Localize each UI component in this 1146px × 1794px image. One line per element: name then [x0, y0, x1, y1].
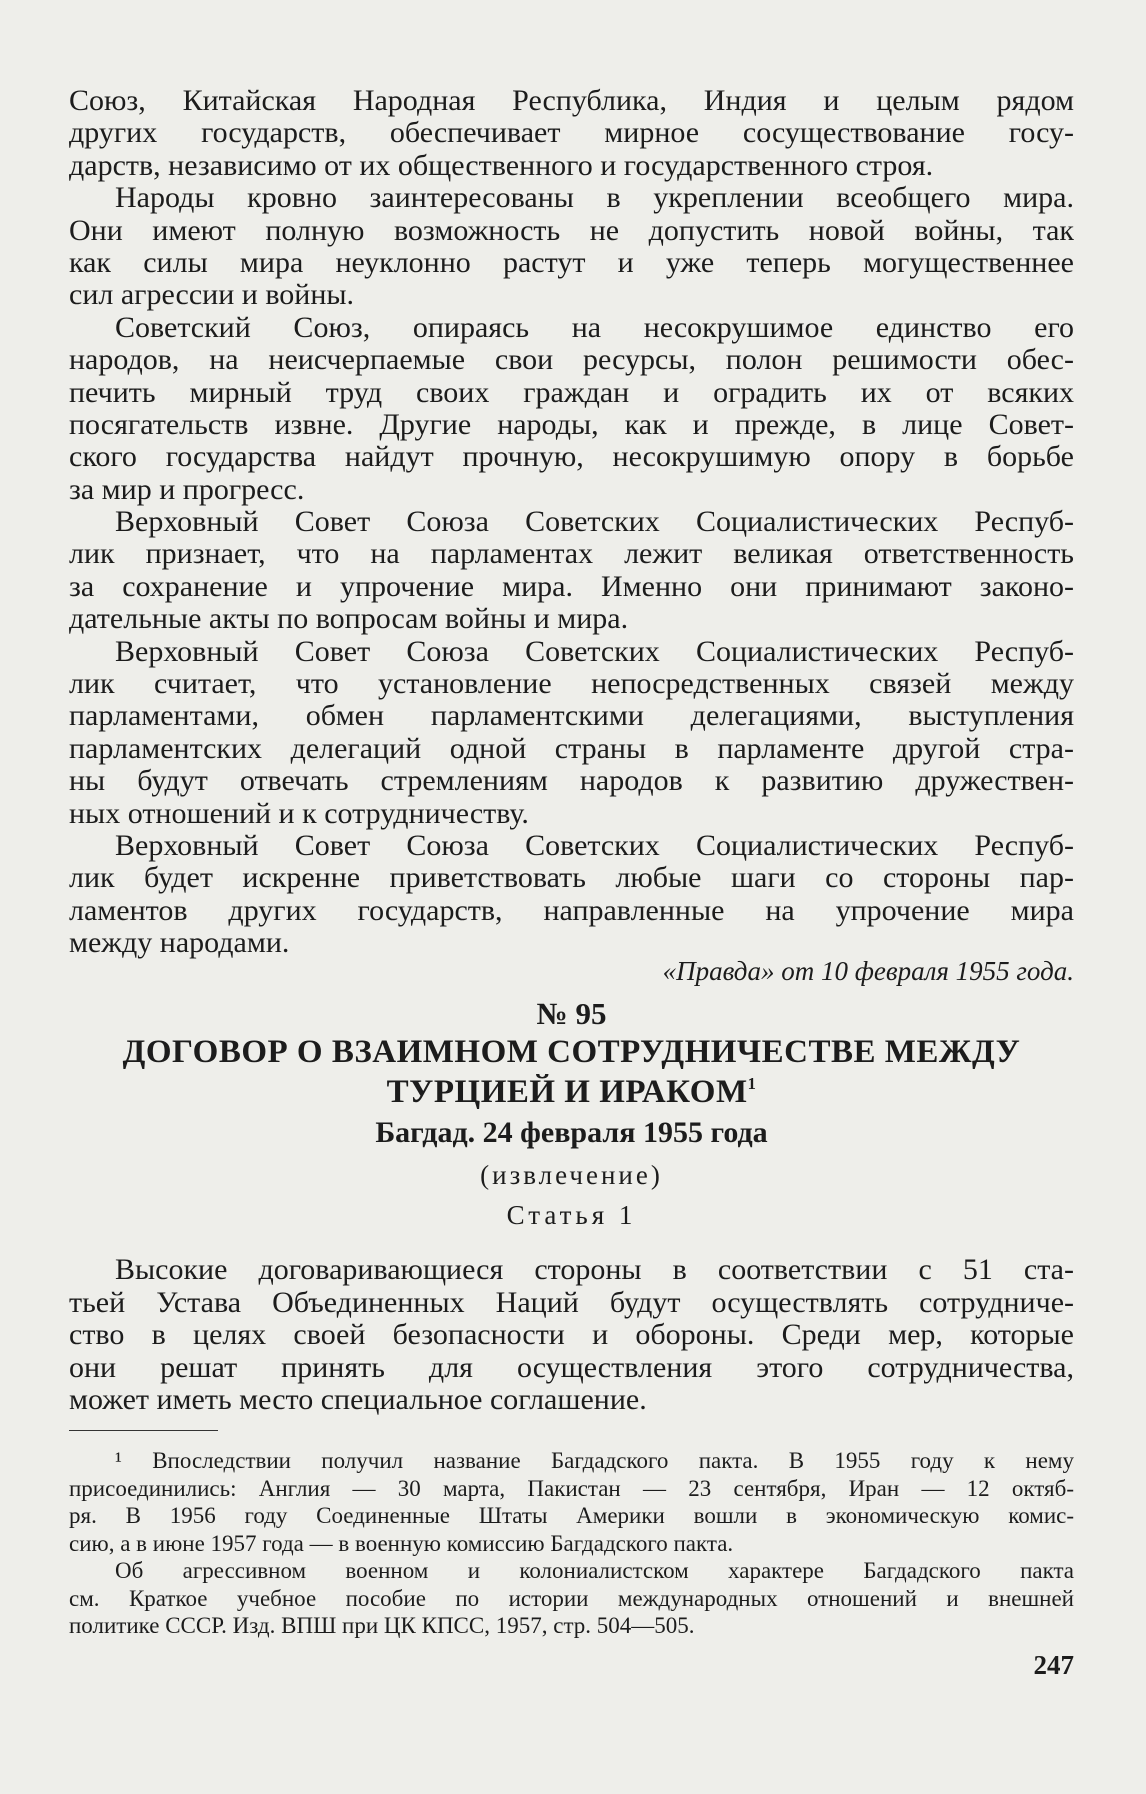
text-line: ство в целях своей безопасности и обороны. Среди мер, которые — [69, 1318, 1074, 1351]
text-line: дарств, независимо от их общественного и государственного строя. — [69, 148, 934, 182]
text-line: лик будет искренне приветствовать любые шаги со стороны пар- — [69, 861, 1074, 895]
text-line: народов, на неисчерпаемые свои ресурсы, полон решимости обес- — [69, 343, 1074, 377]
text-line: ¹ Впоследствии получил название Багдадского пакта. В 1955 году к нему — [115, 1448, 1074, 1473]
text-line: Верховный Совет Союза Советских Социалистических Респуб- — [115, 505, 1074, 539]
paragraph — [69, 1447, 1074, 1557]
text-line: посягательств извне. Другие народы, как и прежде, в лице Совет- — [69, 407, 1074, 441]
text-line: лик считает, что установление непосредственных связей между — [69, 667, 1074, 701]
text-line: парламентских делегаций одной страны в парламенте другой стра- — [69, 731, 1074, 765]
paragraph — [69, 506, 1074, 636]
text-line: Об агрессивном военном и колониалистском характере Багдадского пакта — [115, 1558, 1074, 1583]
document-title-line2 — [69, 1074, 1074, 1111]
text-line: Верховный Совет Союза Советских Социалистических Респуб- — [115, 828, 1074, 862]
footnotes — [69, 1447, 1074, 1640]
source-citation: «Правда» от 10 февраля 1955 года. — [662, 956, 1074, 986]
text-line: парламентами, обмен парламентскими делегациями, выступления — [69, 699, 1074, 733]
text-line: за мир и прогресс. — [69, 472, 305, 506]
extract-note: (извлечение) — [480, 1160, 663, 1190]
paragraph — [69, 312, 1074, 506]
text-line: Народы кровно заинтересованы в укреплении всеобщего мира. — [115, 181, 1074, 215]
text-line: как силы мира неуклонно растут и уже теперь могущественнее — [69, 245, 1074, 279]
footnote-mark: 1 — [747, 1074, 757, 1093]
text-line: присоединились: Англия — 30 марта, Пакистан — 23 сентября, Иран — 12 октяб- — [69, 1475, 1074, 1501]
footnote-divider — [69, 1430, 218, 1431]
text-line: ря. В 1956 году Соединенные Штаты Америки вошли в экономическую комис- — [69, 1503, 1074, 1528]
text-line: за сохранение и упрочение мира. Именно они принимают законо- — [69, 569, 1074, 603]
article-heading: Статья 1 — [506, 1200, 637, 1230]
text-line: Советский Союз, опираясь на несокрушимое единство его — [115, 310, 1074, 344]
paragraph — [69, 85, 1074, 182]
text-line: может иметь место специальное соглашение. — [69, 1383, 647, 1416]
body-text — [69, 85, 1074, 960]
text-line: дательные акты по вопросам войны и мира. — [69, 602, 629, 636]
document-number: № 95 — [536, 996, 607, 1031]
paragraph — [69, 1254, 1074, 1417]
text-line: Высокие договаривающиеся стороны в соответствии с 51 ста- — [115, 1253, 1074, 1286]
text-line: ных отношений и к сотрудничеству. — [69, 796, 529, 830]
text-line: ламентов других государств, направленные на упрочение мира — [69, 893, 1074, 927]
text-line: других государств, обеспечивает мирное сосуществование госу- — [69, 116, 1074, 150]
text-line: сию, а в июне 1957 года — в военную комиссию Багдадского пакта. — [69, 1530, 734, 1556]
text-line: Они имеют полную возможность не допустить новой войны, так — [69, 213, 1074, 247]
text-line: Верховный Совет Союза Советских Социалистических Респуб- — [115, 634, 1074, 668]
text-line: между народами. — [69, 926, 290, 960]
text-line: ского государства найдут прочную, несокрушимую опору в борьбе — [69, 440, 1074, 474]
paragraph — [69, 1557, 1074, 1640]
text-line: тьей Устава Объединенных Наций будут осуществлять сотрудниче- — [69, 1285, 1074, 1319]
text-line: политике СССР. Изд. ВПШ при ЦК КПСС, 1957, стр. 504—505. — [69, 1613, 695, 1638]
text-line: Союз, Китайская Народная Республика, Индия и целым рядом — [69, 84, 1074, 117]
page-number: 247 — [1033, 1650, 1074, 1680]
text-line: см. Краткое учебное пособие по истории международных отношений и внешней — [69, 1585, 1074, 1611]
document-title-line1: ДОГОВОР О ВЗАИМНОМ СОТРУДНИЧЕСТВЕ МЕЖДУ — [122, 1034, 1021, 1070]
place-date: Багдад. 24 февраля 1955 года — [375, 1116, 768, 1149]
text-line: они решат принять для осуществления этого сотрудничества, — [69, 1350, 1074, 1384]
text-line: печить мирный труд своих граждан и оградить их от всяких — [69, 375, 1074, 409]
article-text — [69, 1254, 1074, 1417]
title-text: ТУРЦИЕЙ И ИРАКОМ — [386, 1074, 748, 1111]
text-line: сил агрессии и войны. — [69, 278, 355, 312]
paragraph — [69, 830, 1074, 960]
text-line: лик признает, что на парламентах лежит великая ответственность — [69, 537, 1074, 571]
paragraph — [69, 182, 1074, 312]
text-line: ны будут отвечать стремлениям народов к развитию дружествен- — [69, 764, 1074, 798]
paragraph — [69, 636, 1074, 830]
